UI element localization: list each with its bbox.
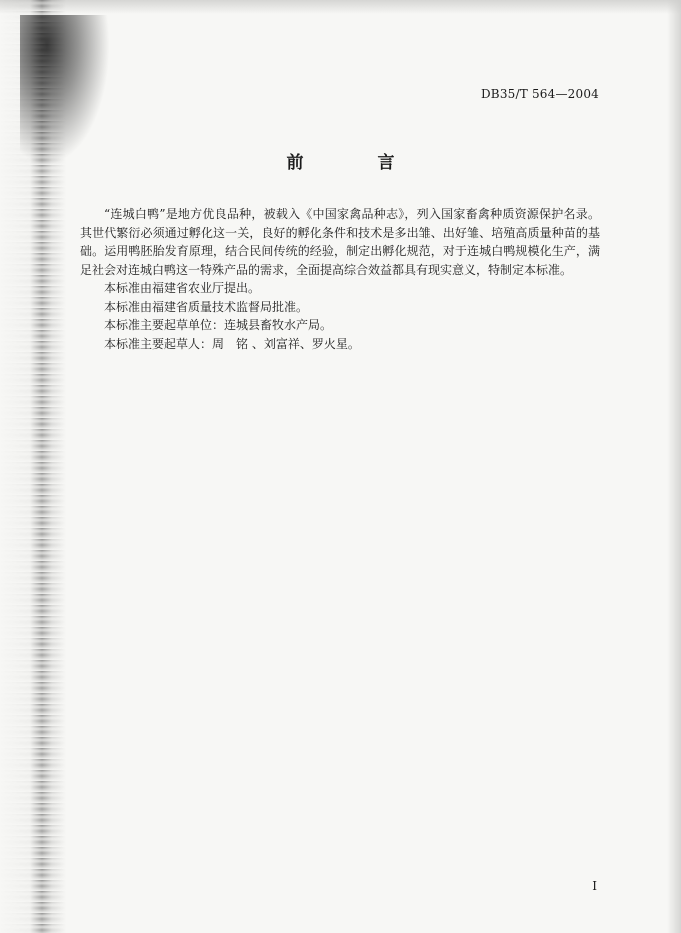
standard-number: DB35/T 564—2004 [480,87,599,101]
paragraph-proposer: 本标准由福建省农业厅提出。 [104,281,261,295]
scan-top-shadow [0,0,681,14]
page-title: 前 言 [286,153,429,173]
page-number: I [592,879,597,893]
paragraph-drafters: 本标准主要起草人：周 铭 、刘富祥、罗火星。 [104,336,360,351]
scan-right-shadow [667,0,681,933]
paragraph-approver: 本标准由福建省质量技术监督局批准。 [104,299,309,314]
paragraph-intro: “连城白鸭”是地方优良品种，被载入《中国家禽品种志》，列入国家畜禽种质资源保护名录。其世代繁衍必须通过孵化这一关，良好的孵化条件和技术是多出雏、出好雏、培殖高质量种苗的基础。运用鸭胚胎发育原理，结合民间传统的经验，制定出孵化规范，对于连城白鸭规模化生产，满足社会对连城白鸭这一特殊产品的需求，全面提高综合效益都具有现实意义，特制定本标准。 [80,207,600,277]
paragraph-drafting-unit: 本标准主要起草单位：连城县畜牧水产局。 [104,318,333,332]
scan-corner-shadow [20,15,110,165]
foreword-body [80,205,600,353]
